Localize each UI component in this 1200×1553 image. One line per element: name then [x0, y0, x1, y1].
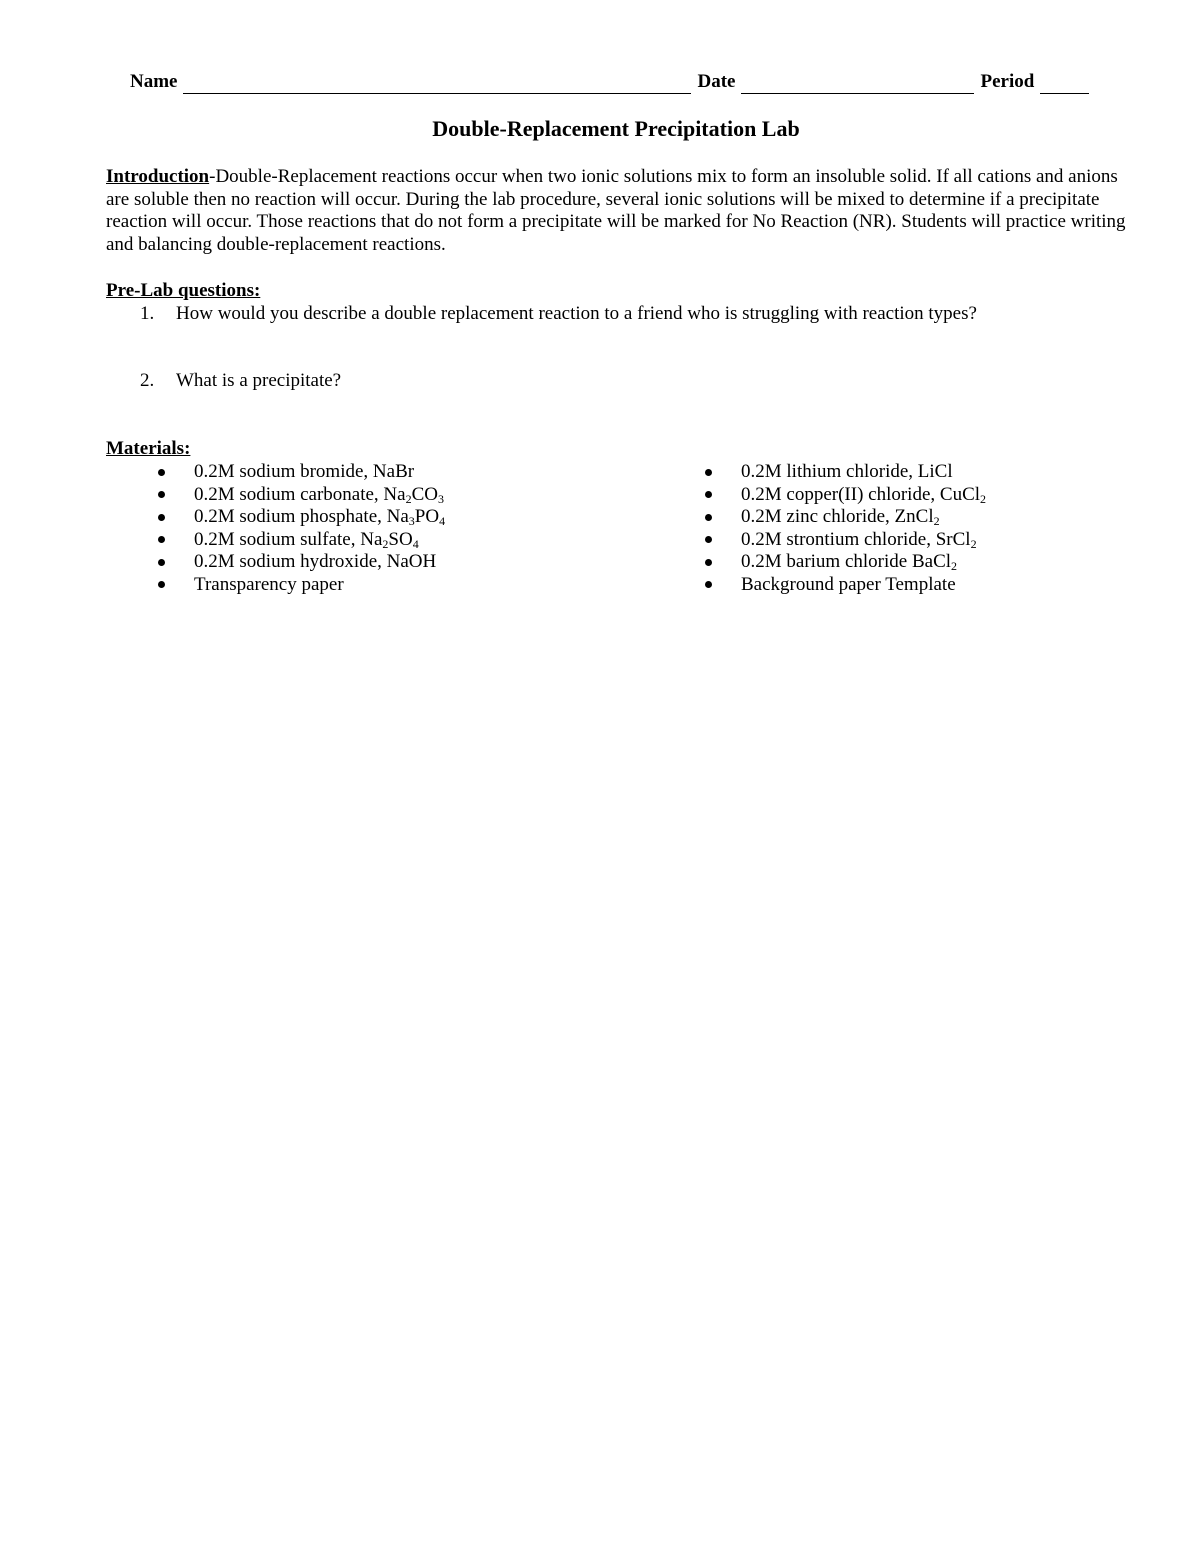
material-item [158, 506, 445, 529]
formula-subscript: 3 [438, 491, 444, 506]
date-label: Date [697, 71, 736, 92]
formula-subscript: 2 [980, 491, 987, 506]
bullet-icon [158, 491, 165, 498]
formula-subscript: 2 [405, 491, 412, 506]
formula-part: PO [414, 506, 440, 527]
material-text: Transparency paper [194, 573, 344, 595]
prelab-heading: Pre-Lab questions: [106, 280, 261, 301]
name-label: Name [130, 71, 178, 92]
bullet-icon [158, 469, 165, 476]
name-blank[interactable] [183, 76, 691, 94]
formula-subscript: 3 [408, 514, 415, 528]
material-text: 0.2M sodium bromide, NaBr [194, 461, 415, 482]
bullet-icon [705, 536, 712, 543]
material-text: 0.2M lithium chloride, LiCl [741, 461, 953, 482]
material-text: 0.2M barium chloride BaCl$_2$ [741, 551, 958, 573]
material-text: 0.2M sodium sulfate, $Na_2SO_4$ [194, 528, 419, 551]
formula-subscript: 2 [382, 536, 389, 551]
material-item [705, 574, 986, 597]
prelab-question-1 [140, 303, 977, 326]
materials-list-right [705, 461, 986, 596]
material-item [705, 461, 986, 484]
material-text: 0.2M strontium chloride, SrCl$_2$ [741, 528, 977, 551]
material-text: 0.2M sodium carbonate, $Na_2CO_3$ [194, 483, 444, 506]
formula-subscript: 2 [951, 559, 958, 573]
formula-subscript: 2 [933, 514, 940, 528]
bullet-icon [158, 514, 165, 521]
question-text: How would you describe a double replacement reaction to a friend who is struggling with reaction types? [176, 303, 977, 324]
prelab-question-2 [140, 370, 341, 393]
material-text: 0.2M copper(II) chloride, CuCl$_2$ [741, 483, 987, 506]
question-number: 1. [140, 303, 155, 324]
bullet-icon [158, 559, 165, 566]
formula-part: SO [388, 528, 413, 550]
bullet-icon [705, 581, 712, 588]
introduction-heading: Introduction [106, 166, 210, 187]
material-item [158, 461, 445, 484]
formula-part: CO [411, 483, 438, 505]
formula-subscript: 4 [439, 514, 446, 528]
bullet-icon [705, 469, 712, 476]
page-title: Double-Replacement Precipitation Lab [432, 116, 800, 141]
material-item [705, 551, 986, 574]
period-label: Period [980, 71, 1035, 92]
material-text: 0.2M sodium phosphate, $Na_3PO_4$ [194, 506, 446, 528]
material-item [705, 484, 986, 507]
material-item [158, 484, 445, 507]
bullet-icon [705, 514, 712, 521]
material-text: Background paper Template [741, 573, 956, 595]
bullet-icon [705, 559, 712, 566]
material-item [705, 506, 986, 529]
period-blank[interactable] [1040, 76, 1089, 94]
formula-subscript: 4 [412, 536, 419, 551]
materials-list-left [158, 461, 445, 596]
bullet-icon [158, 581, 165, 588]
material-text: 0.2M zinc chloride, ZnCl$_2$ [741, 506, 940, 528]
material-item [705, 529, 986, 552]
material-text: 0.2M sodium hydroxide, NaOH [194, 551, 437, 572]
introduction-paragraph [106, 166, 1126, 256]
bullet-icon [158, 536, 165, 543]
formula-subscript: 2 [970, 536, 977, 551]
question-number: 2. [140, 370, 155, 391]
material-item [158, 574, 445, 597]
material-item [158, 551, 445, 574]
bullet-icon [705, 491, 712, 498]
question-text: What is a precipitate? [176, 370, 342, 391]
student-info-header [130, 71, 1105, 94]
introduction-text: -Double-Replacement reactions occur when two ionic solutions mix to form an insoluble solid. If all cations and anions are soluble then no reaction will occur. During the lab procedure, several ionic solutions will be mixed to determine if a precipitate reaction will occur. Those reactions that do not form a precipitate will be marked for No Reaction (NR). Students will practice writing and balancing double-replacement reactions. [106, 166, 1126, 255]
date-blank[interactable] [741, 76, 974, 94]
materials-heading: Materials: [106, 438, 191, 459]
material-item [158, 529, 445, 552]
